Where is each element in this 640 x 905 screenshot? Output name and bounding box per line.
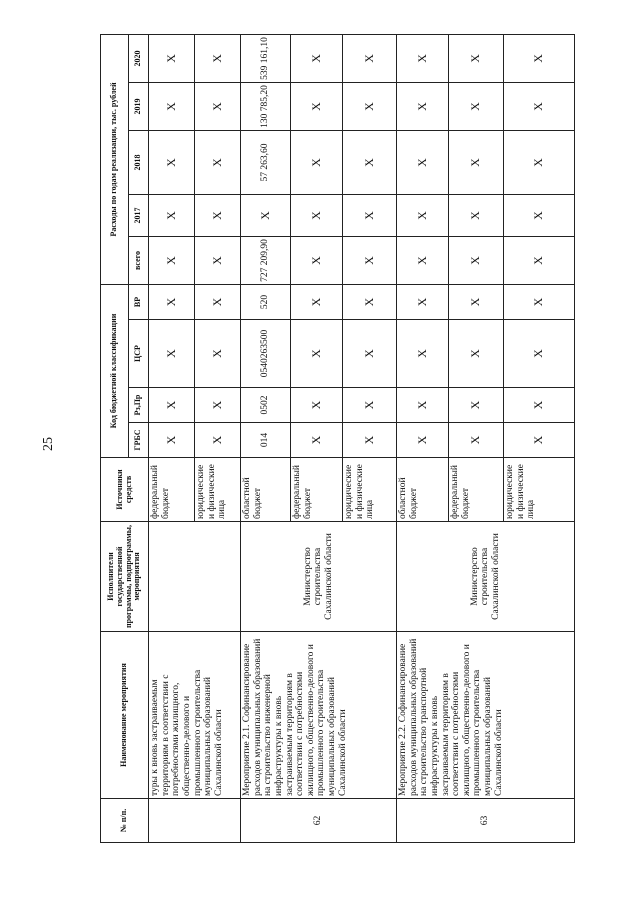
header-csr: ЦСР <box>129 320 149 388</box>
x-mark: X <box>397 194 449 236</box>
x-mark: X <box>504 194 575 236</box>
item62-csr: 0540263500 <box>241 320 291 388</box>
x-mark: X <box>195 388 241 423</box>
x-mark: X <box>397 423 449 458</box>
item63-num: 63 <box>397 799 575 843</box>
x-mark: X <box>397 34 449 82</box>
x-mark: X <box>504 423 575 458</box>
item62-executor: Министерство строительства Сахалинской области <box>241 522 397 632</box>
rotated-table-wrapper <box>100 35 574 843</box>
item62-2018: 57 263,60 <box>241 130 291 194</box>
x-mark: X <box>291 423 343 458</box>
x-mark: X <box>449 236 504 284</box>
x-mark: X <box>397 130 449 194</box>
item62-total: 727 209,90 <box>241 236 291 284</box>
x-mark: X <box>449 82 504 130</box>
x-mark: X <box>397 320 449 388</box>
table-row <box>397 34 449 842</box>
x-mark: X <box>291 236 343 284</box>
x-mark: X <box>397 82 449 130</box>
item62-source-2: федеральный бюджет <box>291 458 343 522</box>
x-mark: X <box>343 34 397 82</box>
header-2020: 2020 <box>129 34 149 82</box>
x-mark: X <box>149 388 195 423</box>
x-mark: X <box>195 284 241 319</box>
header-executor: Исполнители государственной программы, подпрограммы, мероприятия <box>101 522 149 632</box>
item62-name: Мероприятие 2.1. Софинансирование расходов муниципальных образований на строительство инженерной инфраструктуры к вновь застраиваемым территориям в соответствии с потребностями жилищного, общественно-делового и промышленного строительства муниципальных образований Сахалинской области <box>241 632 397 799</box>
item63-name: Мероприятие 2.2. Софинансирование расходов муниципальных образований на строительство транспортной инфраструктуры к вновь застраиваемым территориям в соответствии с потребностями жилищного, общественно-делового и промышленного строительства муниципальных образований Сахалинской области <box>397 632 575 799</box>
item63-source-2: федеральный бюджет <box>449 458 504 522</box>
item62-vr: 520 <box>241 284 291 319</box>
item63-executor: Министерство строительства Сахалинской области <box>397 522 575 632</box>
x-mark: X <box>504 284 575 319</box>
x-mark: X <box>149 82 195 130</box>
x-mark: X <box>504 236 575 284</box>
header-row-1 <box>101 34 129 842</box>
item62-2020: 539 161,10 <box>241 34 291 82</box>
x-mark: X <box>149 423 195 458</box>
cont-source-1: федеральный бюджет <box>149 458 195 522</box>
x-mark: X <box>343 423 397 458</box>
item63-source-1: областной бюджет <box>397 458 449 522</box>
header-budget-code: Код бюджетной классификации <box>101 284 129 457</box>
item62-2019: 130 785,20 <box>241 82 291 130</box>
x-mark: X <box>195 82 241 130</box>
table-row <box>241 34 291 842</box>
x-mark: X <box>449 388 504 423</box>
x-mark: X <box>291 284 343 319</box>
x-mark: X <box>343 320 397 388</box>
header-name: Наименование мероприятия <box>101 632 149 799</box>
x-mark: X <box>195 236 241 284</box>
x-mark: X <box>149 130 195 194</box>
header-expenses: Расходы по годам реализации, тыс. рублей <box>101 34 129 284</box>
x-mark: X <box>449 34 504 82</box>
x-mark: X <box>504 82 575 130</box>
x-mark: X <box>149 284 195 319</box>
x-mark: X <box>343 194 397 236</box>
x-mark: X <box>291 194 343 236</box>
item62-source-1: областной бюджет <box>241 458 291 522</box>
item62-rzpr: 0502 <box>241 388 291 423</box>
header-grbs: ГРБС <box>129 423 149 458</box>
header-source: Источники средств <box>101 458 149 522</box>
x-mark: X <box>195 320 241 388</box>
x-mark: X <box>291 82 343 130</box>
x-mark: X <box>195 423 241 458</box>
item63-source-3: юридические и физические лица <box>504 458 575 522</box>
x-mark: X <box>149 236 195 284</box>
x-mark: X <box>449 320 504 388</box>
header-rzpr: Рз,Пр <box>129 388 149 423</box>
x-mark: X <box>449 423 504 458</box>
x-mark: X <box>343 388 397 423</box>
x-mark: X <box>149 320 195 388</box>
x-mark: X <box>397 236 449 284</box>
x-mark: X <box>241 194 291 236</box>
header-2018: 2018 <box>129 130 149 194</box>
header-vr: ВР <box>129 284 149 319</box>
x-mark: X <box>449 130 504 194</box>
cont-executor <box>149 522 241 632</box>
x-mark: X <box>397 284 449 319</box>
x-mark: X <box>195 130 241 194</box>
cont-name: туры к вновь застраиваемым территориям в соответствии с потребностями жилищного, общественно-делового и промышленного строительства муниципальных образований Сахалинской области <box>149 632 241 799</box>
header-total: всего <box>129 236 149 284</box>
x-mark: X <box>343 236 397 284</box>
x-mark: X <box>343 284 397 319</box>
x-mark: X <box>504 34 575 82</box>
x-mark: X <box>291 130 343 194</box>
x-mark: X <box>504 388 575 423</box>
item62-num: 62 <box>241 799 397 843</box>
cont-source-2: юридические и физические лица <box>195 458 241 522</box>
x-mark: X <box>149 194 195 236</box>
header-num: № п/п. <box>101 799 149 843</box>
x-mark: X <box>504 320 575 388</box>
header-2019: 2019 <box>129 82 149 130</box>
x-mark: X <box>343 82 397 130</box>
header-2017: 2017 <box>129 194 149 236</box>
cont-num <box>149 799 241 843</box>
x-mark: X <box>195 194 241 236</box>
x-mark: X <box>149 34 195 82</box>
x-mark: X <box>397 388 449 423</box>
table-row <box>149 34 195 842</box>
page-number: 25 <box>41 437 56 451</box>
x-mark: X <box>195 34 241 82</box>
x-mark: X <box>291 320 343 388</box>
x-mark: X <box>291 34 343 82</box>
item62-grbs: 014 <box>241 423 291 458</box>
x-mark: X <box>291 388 343 423</box>
x-mark: X <box>449 284 504 319</box>
x-mark: X <box>449 194 504 236</box>
expenses-table <box>100 34 575 843</box>
item62-source-3: юридические и физические лица <box>343 458 397 522</box>
x-mark: X <box>343 130 397 194</box>
x-mark: X <box>504 130 575 194</box>
